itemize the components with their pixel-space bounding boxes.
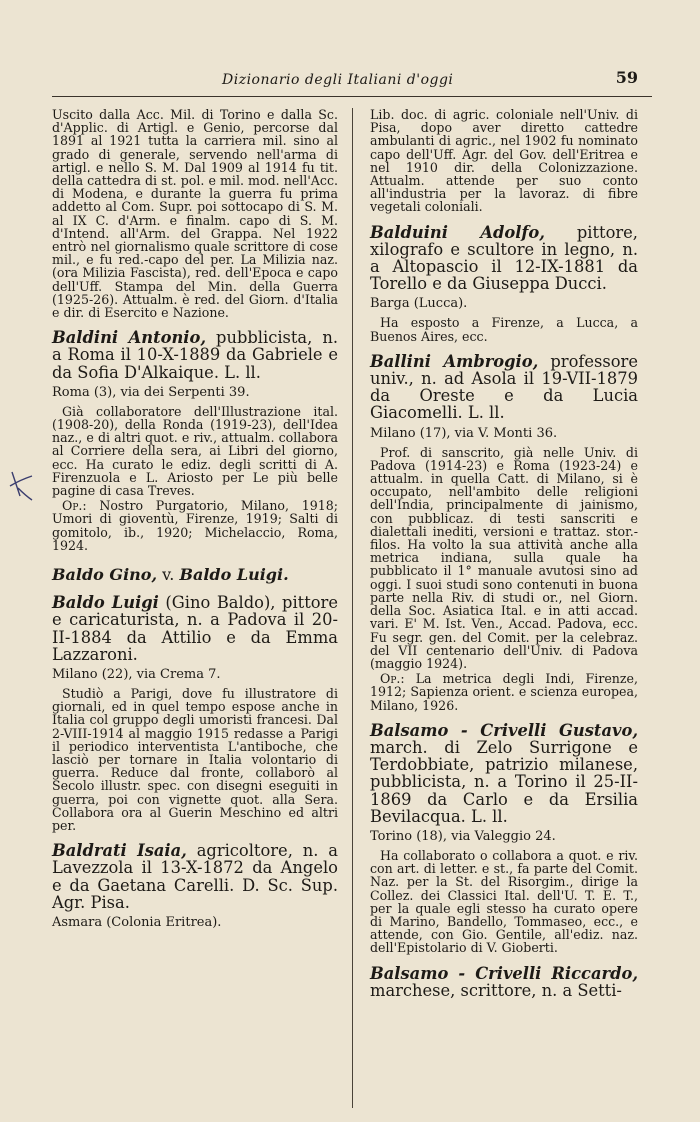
works-list: La metrica degli Indi, Firenze, 1912; Sapienza orient. e scienza europea, Milano, 1926. (370, 671, 639, 713)
page-number: 59 (615, 68, 638, 87)
left-column (52, 108, 338, 935)
entry-name: Baldini Antonio, (52, 328, 207, 348)
entry-continuation: Uscito dalla Acc. Mil. di Torino e dalla Sc. d'Applic. di Artigl. e Genio, percorse dal 1891 al 1921 tutta la carriera mil. sino al grado di generale, servendo nell'arma di artigl. e nello S. M. Dal 1909 al 1914 fu tit. della cattedra di st. pol. e mil. mod. nell'Acc. di Modena, e durante la guerra fu prima addetto al Com. Supr. poi sottocapo di S. M. al IX C. d'Arm. e finalm. capo di S. M. d'Intend. all'Arm. del Grappa. Nel 1922 entrò nel giornalismo quale scrittore di cose mil., e fu red.-capo del per. La Milizia naz. (ora Milizia Fascista), red. dell'Epoca e capo dell'Uff. Stampa del Min. della Guerra (1925-26). Attualm. è red. del Giorn. d'Italia e dir. di Esercito e Nazione. (52, 107, 338, 321)
running-header (52, 66, 652, 97)
entry-biography: Studiò a Parigi, dove fu illustratore di giornali, ed in quel tempo espose anche in Italia col gruppo degli umoristi francesi. Dal 2-VIII-1914 al maggio 1915 redasse a Parigi il periodico interventista L'antiboche, che lasciò per tornare in Italia volontario di guerra. Reduce dal fronte, collaborò al Secolo illustr. spec. con disegni eseguiti in guerra, poi con vignette quot. alla Sera. Collabora ora al Guerin Meschino ed altri per. (52, 685, 338, 833)
entry-biography: Prof. di sanscrito, già nelle Univ. di Padova (1914-23) e Roma (1923-24) e attualm. in quella Catt. di Milano, si è occupato, nell'ambito delle religioni dell'India, principalmente di jainismo, con pubblicaz. di testi sanscriti e dialettali inediti, versioni e trattaz. stor.-filos. Ha volto la sua attività anche alla metrica indiana, sulla quale ha pubblicato il 1° manuale avutosi sino ad oggi. I suoi studi sono contenuti in buona parte nella Riv. di studi or., nel Giorn. della Soc. Asiatica Ital. e in atti accad. vari. E' M. Ist. Ven., Accad. Padova, ecc. Fu segr. gen. del Comit. per la celebraz. del VII centenario dell'Univ. di Padova (maggio 1924). (370, 444, 638, 671)
entry-name: Baldo Gino, (52, 565, 158, 585)
entry-name: Balsamo - Crivelli Riccardo, (370, 963, 638, 983)
reference-target: Baldo Luigi. (179, 565, 289, 585)
right-column (370, 108, 638, 1003)
entry-address: Barga (Lucca). (370, 296, 468, 312)
entry-balduini-adolfo (370, 224, 638, 343)
running-title: Dizionario degli Italiani d'oggi (222, 72, 454, 88)
column-divider (352, 108, 353, 1108)
entry-name: Balsamo - Crivelli Gustavo, (370, 720, 638, 740)
entry-biography: Già collaboratore dell'Illustrazione ital. (1908-20), della Ronda (1919-23), dell'Idea naz., e di altri quot. e riv., attualm. collabora al Corriere della sera, ai Libri del giorno, ecc. Ha curato le ediz. degli scritti di A. Firenzuola e L. Ariosto per Le più belle pagine di casa Treves. (52, 403, 338, 499)
handwritten-mark (6, 466, 36, 502)
entry-headline: (Gino Baldo), pittore e caricaturista, n. a Padova il 20-II-1884 da Attilio e da Emma Lazzaroni. (52, 593, 338, 664)
see-reference: v. (162, 565, 175, 585)
entry-headline: pittore, xilografo e scultore in legno, n. a Altopascio il 12-IX-1881 da Torello e da Giuseppa Ducci. (370, 222, 638, 294)
entry-balsamo-crivelli-gustavo (370, 722, 638, 955)
entry-headline: professore univ., n. ad Asola il 19-VII-1879 da Oreste e da Lucia Giacomelli. L. ll. (370, 351, 638, 423)
entry-headline: pubblicista, n. a Roma il 10-X-1889 da Gabriele e da Sofia D'Alkaique. L. ll. (52, 328, 339, 382)
entry-address: Asmara (Colonia Eritrea). (52, 914, 222, 930)
entry-address: Milano (17), via V. Monti 36. (370, 425, 558, 441)
entry-name: Baldo Luigi (52, 593, 159, 613)
entry-baldrati-isaia (52, 842, 338, 931)
entry-name: Balduini Adolfo, (370, 222, 545, 242)
entry-headline: agricoltore, n. a Lavezzola il 13-X-1872 da Angelo e da Gaetana Carelli. D. Sc. Sup. Agr. Pisa. (52, 841, 338, 912)
works-list: Nostro Purgatorio, Milano, 1918; Umori di gioventù, Firenze, 1919; Salti di gomitolo, ib., 1920; Michelaccio, Roma, 1924. (52, 498, 338, 553)
entry-balsamo-crivelli-riccardo (370, 965, 638, 999)
entry-continuation: Lib. doc. di agric. coloniale nell'Univ. di Pisa, dopo aver diretto cattedre ambulanti di agric., nel 1902 fu nominato capo dell'Uff. Agr. del Gov. dell'Eritrea e nel 1910 dir. della Colonizzazione. Attualm. attende per suo conto all'industria per la lavoraz. di fibre vegetali coloniali. (370, 107, 638, 215)
entry-headline: marchese, scrittore, n. a Setti- (370, 980, 622, 1000)
entry-baldini-antonio (52, 329, 338, 552)
entry-address: Milano (22), via Crema 7. (52, 666, 221, 682)
works-label: Op.: (62, 498, 87, 514)
entry-address: Torino (18), via Valeggio 24. (370, 828, 556, 844)
entry-ballini-ambrogio (370, 353, 638, 712)
entry-baldo-luigi (52, 594, 338, 832)
entry-biography: Ha esposto a Firenze, a Lucca, a Buenos Aires, ecc. (370, 315, 638, 344)
entry-address: Roma (3), via dei Serpenti 39. (52, 384, 250, 400)
entry-headline: march. di Zelo Surrigone e Terdobbiate, patrizio milanese, pubblicista, n. a Torino il 25-II-1869 da Carlo e da Ersilia Bevilacqua. L. ll. (370, 737, 638, 826)
entry-name: Ballini Ambrogio, (370, 351, 539, 371)
entry-biography: Ha collaborato o collabora a quot. e riv. con art. di letter. e st., fa parte del Comit. Naz. per la St. del Risorgim., dirige la Collez. dei Classici Ital. dell'U. T. E. T., per la quale egli stesso ha curato opere di Marino, Bandello, Tommaseo, ecc., e attende, con Gio. Gentile, all'ediz. naz. dell'Epistolario di V. Gioberti. (370, 847, 638, 956)
entry-name: Baldrati Isaia, (52, 841, 187, 861)
works-label: Op.: (380, 671, 405, 687)
entry-baldo-gino (52, 566, 338, 584)
